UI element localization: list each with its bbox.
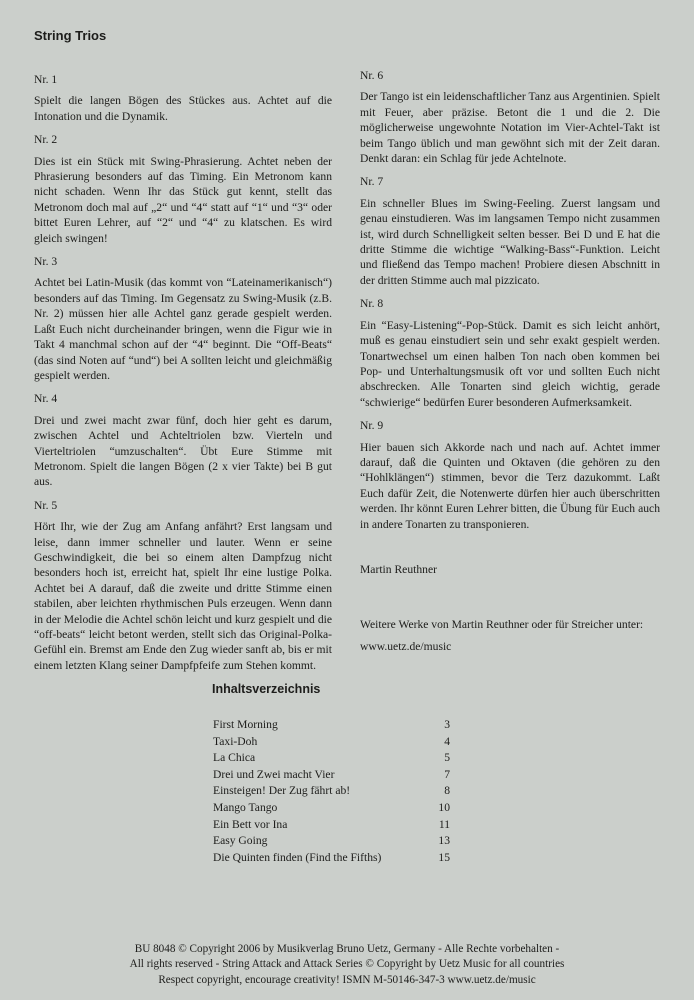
toc-item-title: Drei und Zwei macht Vier <box>213 767 335 781</box>
toc-item-title: La Chica <box>213 751 256 765</box>
section-text: Hört Ihr, wie der Zug am Anfang anfährt? Erst langsam und leise, dann immer schneller und lauter. Wenn er seine Geschwindigkeit, die bei so einem alten Dampfzug nicht besonders hoch ist, erreicht hat, spielt Ihr eine lustige Polka. Achtet bei A darauf, daß die zweite und dritte Stimme einen stabilen, aber leichten rhythmischen Puls erzeugen. Wenn dann in der Melodie die Achtel schön leicht und kurz gespielt und die “off-beats“ leicht betont werden, stellt sich das Original-Polka-Gefühl ein. Bremst am Ende den Zug wieder sanft ab, bis er mit einem letzten Klang seiner Dampfpfeife zum Stehen kommt. <box>34 520 332 672</box>
table-of-contents <box>213 717 450 866</box>
toc-item-title: Mango Tango <box>213 800 278 814</box>
section-number: Nr. 6 <box>360 69 384 82</box>
section-nr9 <box>360 418 660 532</box>
section-text: Achtet bei Latin-Musik (das kommt von “Lateinamerikanisch“) besonders auf das Timing. Im Gegensatz zu Swing-Musik (z.B. Nr. 2) müssen hier alle Achtel ganz gerade gespielt werden. Laßt Euch nicht durcheinander bringen, wenn die Figur wie in Takt 4 manchmal schon auf der “4“ beginnt. Die “Off-Beats“ (das sind Noten auf “und“) bei A sollten leicht und gleichmäßig gespielt werden. <box>34 276 332 382</box>
toc-item-title: First Morning <box>213 718 278 731</box>
toc-item-page: 10 <box>438 800 450 814</box>
toc-item-title: Taxi-Doh <box>213 734 258 748</box>
section-nr2 <box>34 132 332 246</box>
toc-item-page: 7 <box>444 767 450 781</box>
toc-row <box>213 850 450 867</box>
section-text: Der Tango ist ein leidenschaftlicher Tanz aus Argentinien. Spielt mit Feuer, aber präzise. Betont die 1 und die 2. Die möglicherweise ungewohnte Notation im Vier-Achtel-Takt ist beim Tango üblich und man gewöhnt sich mit der Zeit daran. Denkt daran: ein Schlag für jede Achtelnote. <box>360 90 660 166</box>
toc-row <box>213 734 450 751</box>
section-nr8 <box>360 296 660 410</box>
section-nr3 <box>34 254 332 383</box>
toc-row <box>213 833 450 850</box>
toc-item-title: Einsteigen! Der Zug fährt ab! <box>213 784 351 798</box>
toc-row <box>213 750 450 767</box>
right-column <box>360 68 660 654</box>
section-number: Nr. 9 <box>360 419 384 433</box>
toc-row <box>213 717 450 734</box>
section-number: Nr. 3 <box>34 255 58 269</box>
toc-item-page: 3 <box>444 718 450 731</box>
toc-row <box>213 817 450 834</box>
section-text: Spielt die langen Bögen des Stückes aus. Achtet auf die Intonation und die Dynamik. <box>34 94 332 123</box>
section-nr1 <box>34 72 332 124</box>
toc-item-title: Ein Bett vor Ina <box>213 817 288 831</box>
toc-item-page: 11 <box>438 817 450 831</box>
website-link[interactable]: www.uetz.de/music <box>360 639 452 653</box>
section-number: Nr. 1 <box>34 73 58 86</box>
toc-row <box>213 783 450 800</box>
toc-item-page: 4 <box>444 734 450 748</box>
author-name: Martin Reuthner <box>360 562 437 576</box>
left-column <box>34 72 332 681</box>
section-text: Ein schneller Blues im Swing-Feeling. Zuerst langsam und genau einstudieren. Was im langsamen Tempo nicht zusammen ist, wird durch Schnelligkeit selten besser. Bei D und E hat die dritte Stimme die wichtige “Walking-Bass“-Funktion. Leicht und fließend das Tempo machen! Probiere diesen Abschnitt in der dritten Stimme auch mal pizzicato. <box>360 196 660 287</box>
section-text: Dies ist ein Stück mit Swing-Phrasierung. Achtet neben der Phrasierung besonders auf das Timing. Ein Metronom kann nicht schaden. Wenn Ihr das Stück gut kennt, stellt das Metronom doch mal auf „2“ und “4“ statt auf “1“ und “3“ oder bittet Euren Lehrer, auf “2“ und “4“ zu klatschen. Es wird gleich swingen! <box>34 154 332 245</box>
section-number: Nr. 2 <box>34 133 58 147</box>
more-works-text: Weitere Werke von Martin Reuthner oder für Streicher unter: <box>360 618 644 632</box>
footer-line: All rights reserved - String Attack and Attack Series © Copyright by Uetz Music for all countries <box>129 958 565 971</box>
toc-item-title: Die Quinten finden (Find the Fifths) <box>213 850 382 864</box>
page-header-title: String Trios <box>34 28 107 43</box>
section-number: Nr. 4 <box>34 392 58 406</box>
footer-line: BU 8048 © Copyright 2006 by Musikverlag Bruno Uetz, Germany - Alle Rechte vorbehalten - <box>134 943 560 955</box>
toc-item-page: 15 <box>438 850 450 864</box>
toc-item-page: 8 <box>444 784 450 798</box>
toc-row <box>213 800 450 817</box>
section-text: Ein “Easy-Listening“-Pop-Stück. Damit es sich leicht anhört, muß es genau einstudiert sein und sehr exakt gespielt werden. Tonartwechsel um einen halben Ton nach oben kommen bei Pop- und Unterhaltungsmusik oft vor und sollten Euch nicht abschrecken. Alle Tonarten sind gleich wichtig, gerade “schwierige“ bedürfen Eurer besonderen Aufmerksamkeit. <box>360 318 660 409</box>
toc-row <box>213 767 450 784</box>
toc-item-title: Easy Going <box>213 834 268 848</box>
section-nr5 <box>34 498 332 673</box>
section-nr4 <box>34 391 332 489</box>
toc-title: Inhaltsverzeichnis <box>212 682 321 696</box>
toc-item-page: 13 <box>438 834 450 848</box>
section-text: Hier bauen sich Akkorde nach und nach auf. Achtet immer darauf, daß die Quinten und Oktaven (die gehören zu den “Hohlklängen“) stimmen, bevor die Terz dazukommt. Laßt Euch dafür Zeit, die Notenwerte dürfen hier auch überschritten werden. Ihr könnt Euren Lehrer bitten, die Übung für Euch auch in andere Tonarten zu transponieren. <box>360 440 660 531</box>
section-number: Nr. 7 <box>360 175 384 189</box>
section-nr6 <box>360 68 660 166</box>
section-number: Nr. 5 <box>34 498 58 512</box>
section-nr7 <box>360 174 660 288</box>
toc-item-page: 5 <box>444 751 450 765</box>
section-text: Drei und zwei macht zwar fünf, doch hier geht es darum, zwischen Achtel und Achteltriolen bzw. Vierteln und Vierteltriolen “umzuschalten“. Übt Eure Stimme mit Metronom. Spielt die langen Bögen (2 x vier Takte) bei B gut aus. <box>34 413 332 489</box>
section-number: Nr. 8 <box>360 297 384 311</box>
copyright-footer <box>0 942 694 988</box>
footer-line: Respect copyright, encourage creativity! ISMN M-50146-347-3 www.uetz.de/music <box>158 973 536 986</box>
